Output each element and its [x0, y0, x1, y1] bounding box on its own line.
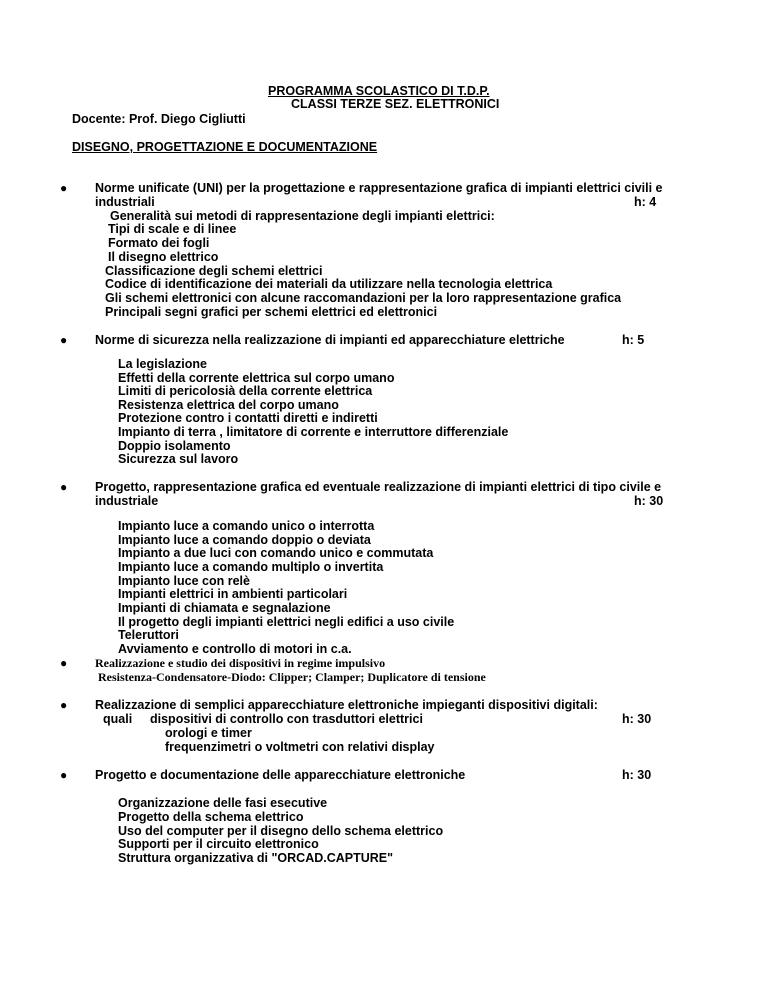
bullet-icon: ● [60, 768, 68, 782]
list-item: Doppio isolamento [118, 439, 231, 453]
list-item: Protezione contro i contatti diretti e indiretti [118, 411, 378, 425]
list-item: Il disegno elettrico [108, 250, 219, 264]
list-item: La legislazione [118, 357, 207, 371]
list-item: Generalità sui metodi di rappresentazione degli impianti elettrici: [110, 209, 495, 223]
list-item: Avviamento e controllo di motori in c.a. [118, 642, 352, 656]
teacher-name: Docente: Prof. Diego Cigliutti [72, 112, 246, 126]
page-title: PROGRAMMA SCOLASTICO DI T.D.P. [268, 84, 490, 98]
list-item: Supporti per il circuito elettronico [118, 837, 319, 851]
list-item: Classificazione degli schemi elettrici [105, 264, 323, 278]
list-item: Codice di identificazione dei materiali da utilizzare nella tecnologia elettrica [105, 277, 553, 291]
list-item: Impianti di chiamata e segnalazione [118, 601, 331, 615]
list-item: Progetto della schema elettrico [118, 810, 304, 824]
list-item: dispositivi di controllo con trasduttori elettrici [150, 712, 423, 726]
page-subtitle: CLASSI TERZE SEZ. ELETTRONICI [291, 97, 500, 111]
list-item: Organizzazione delle fasi esecutive [118, 796, 328, 810]
section-heading: Norme unificate (UNI) per la progettazione e rappresentazione grafica di impianti elettrici civili e [95, 181, 663, 195]
list-item: Impianto di terra , limitatore di corrente e interruttore differenziale [118, 425, 509, 439]
bullet-icon: ● [60, 181, 68, 195]
hours-label: h: 30 [622, 768, 652, 782]
list-item: Tipi di scale e di linee [108, 222, 237, 236]
list-item: Impianto luce a comando unico o interrotta [118, 519, 375, 533]
list-item: Struttura organizzativa di "ORCAD.CAPTURE" [118, 851, 394, 865]
list-item: Il progetto degli impianti elettrici negli edifici a uso civile [118, 615, 455, 629]
list-item: frequenzimetri o voltmetri con relativi display [165, 740, 435, 754]
section-heading: Realizzazione e studio dei dispositivi in regime impulsivo [95, 656, 386, 670]
list-item: Sicurezza sul lavoro [118, 452, 239, 466]
hours-label: h: 30 [634, 494, 664, 508]
section-heading: Realizzazione di semplici apparecchiature elettroniche impieganti dispositivi digitali: [95, 698, 598, 712]
list-item: Gli schemi elettronici con alcune raccomandazioni per la loro rappresentazione grafica [105, 291, 622, 305]
list-item: orologi e timer [165, 726, 252, 740]
list-item: Principali segni grafici per schemi elettrici ed elettronici [105, 305, 438, 319]
bullet-icon: ● [60, 480, 68, 494]
bullet-icon: ● [60, 698, 68, 712]
list-item: Uso del computer per il disegno dello schema elettrico [118, 824, 444, 838]
list-item: Impianto luce con relè [118, 574, 250, 588]
list-item: Impianti elettrici in ambienti particolari [118, 587, 348, 601]
list-item: Effetti della corrente elettrica sul corpo umano [118, 371, 395, 385]
hours-label: h: 30 [622, 712, 652, 726]
list-item: Resistenza elettrica del corpo umano [118, 398, 339, 412]
bullet-icon: ● [60, 333, 68, 347]
list-item: Impianto a due luci con comando unico e commutata [118, 546, 434, 560]
list-item: Impianto luce a comando doppio o deviata [118, 533, 371, 547]
bullet-icon: ● [60, 656, 68, 670]
section-heading-continued: Resistenza-Condensatore-Diodo: Clipper; Clamper; Duplicatore di tensione [98, 670, 486, 684]
hours-label: h: 5 [622, 333, 645, 347]
section-heading-continued: industriale [95, 494, 159, 508]
section-heading: Progetto e documentazione delle apparecchiature elettroniche [95, 768, 466, 782]
hours-label: h: 4 [634, 195, 657, 209]
section-heading: Progetto, rappresentazione grafica ed eventuale realizzazione di impianti elettrici di tipo civile e [95, 480, 662, 494]
section-heading-continued: industriali [95, 195, 155, 209]
sub-prefix: quali [103, 712, 133, 726]
list-item: Limiti di pericolosià della corrente elettrica [118, 384, 373, 398]
section-title: DISEGNO, PROGETTAZIONE E DOCUMENTAZIONE [72, 140, 378, 154]
list-item: Impianto luce a comando multiplo o invertita [118, 560, 384, 574]
list-item: Formato dei fogli [108, 236, 210, 250]
list-item: Teleruttori [118, 628, 179, 642]
section-heading: Norme di sicurezza nella realizzazione di impianti ed apparecchiature elettriche [95, 333, 565, 347]
